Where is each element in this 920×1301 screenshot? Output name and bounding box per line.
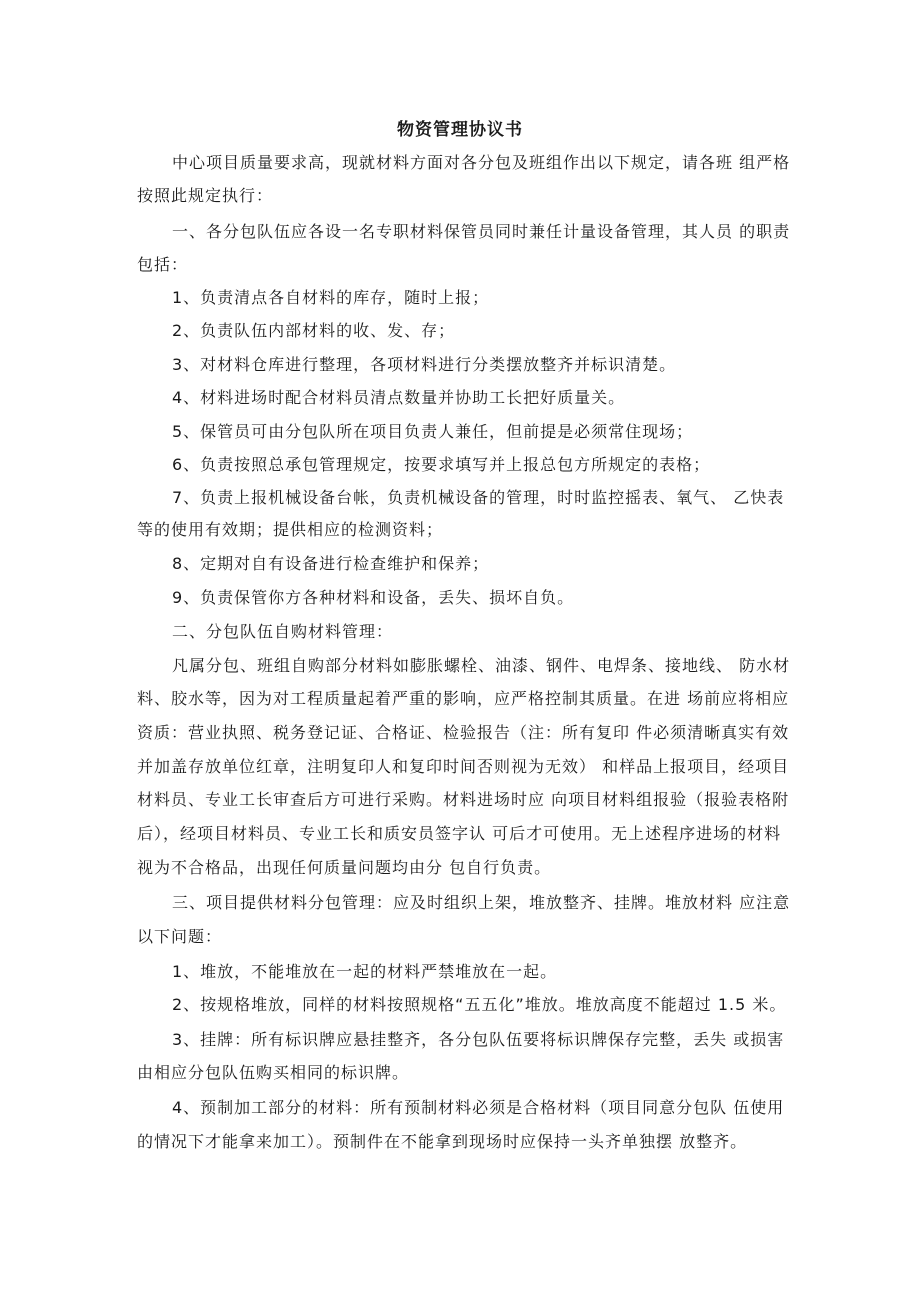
- text-line: 7、负责上报机械设备台帐，负责机械设备的管理，时时监控摇表、氧气、 乙快表: [172, 488, 785, 507]
- text-line: 材料员、专业工长审查后方可进行采购。材料进场时应 向项目材料组报验（报验表格附: [137, 790, 790, 809]
- text-line: 9、负责保管你方各种材料和设备，丢失、损坏自负。: [172, 588, 575, 607]
- text-line: 中心项目质量要求高，现就材料方面对各分包及班组作出以下规定，请各班 组严格: [172, 153, 791, 172]
- text-line: 料、胶水等，因为对工程质量起着严重的影响，应严格控制其质量。在进 场前应将相应: [137, 689, 790, 708]
- text-line: 4、预制加工部分的材料：所有预制材料必须是合格材料（项目同意分包队 伍使用: [172, 1098, 785, 1117]
- text-line: 等的使用有效期；提供相应的检测资料；: [137, 520, 444, 539]
- text-line: 3、对材料仓库进行整理，各项材料进行分类摆放整齐并标识清楚。: [172, 355, 677, 374]
- text-line: 按照此规定执行：: [137, 186, 274, 205]
- text-line: 视为不合格品，出现任何质量问题均由分 包自行负责。: [137, 858, 552, 877]
- section-heading: 二、分包队伍自购材料管理：: [172, 622, 394, 641]
- text-line: 一、各分包队伍应各设一名专职材料保管员同时兼任计量设备管理，其人员 的职责: [172, 222, 791, 241]
- text-line: 以下问题：: [137, 927, 223, 946]
- text-line: 资质：营业执照、税务登记证、合格证、检验报告（注：所有复印 件必须清晰真实有效: [137, 723, 790, 742]
- text-line: 5、保管员可由分包队所在项目负责人兼任，但前提是必须常住现场；: [172, 422, 694, 441]
- text-line: 8、定期对自有设备进行检查维护和保养；: [172, 554, 490, 573]
- text-line: 1、负责清点各自材料的库存，随时上报；: [172, 288, 490, 307]
- text-line: 凡属分包、班组自购部分材料如膨胀螺栓、油漆、钢件、电焊条、接地线、 防水材: [172, 656, 791, 675]
- text-line: 并加盖存放单位红章，注明复印人和复印时间否则视为无效） 和样品上报项目，经项目: [137, 757, 790, 776]
- text-line: 的情况下才能拿来加工）。预制件在不能拿到现场时应保持一头齐单独摆 放整齐。: [137, 1132, 748, 1151]
- text-line: 三、项目提供材料分包管理：应及时组织上架，堆放整齐、挂牌。堆放材料 应注意: [172, 893, 791, 912]
- document-title: 物资管理协议书: [397, 120, 523, 140]
- text-line: 2、按规格堆放，同样的材料按照规格“五五化”堆放。堆放高度不能超过 1.5 米。: [172, 995, 787, 1014]
- text-line: 后），经项目材料员、专业工长和质安员签字认 可后才可使用。无上述程序进场的材料: [137, 824, 782, 843]
- text-line: 包括：: [137, 255, 189, 274]
- text-line: 1、堆放，不能堆放在一起的材料严禁堆放在一起。: [172, 962, 558, 981]
- text-line: 3、挂牌：所有标识牌应悬挂整齐，各分包队伍要将标识牌保存完整，丢失 或损害: [172, 1030, 785, 1049]
- text-line: 2、负责队伍内部材料的收、发、存；: [172, 321, 456, 340]
- text-line: 由相应分包队伍购买相同的标识牌。: [137, 1063, 410, 1082]
- text-line: 4、材料进场时配合材料员清点数量并协助工长把好质量关。: [172, 388, 626, 407]
- text-line: 6、负责按照总承包管理规定，按要求填写并上报总包方所规定的表格；: [172, 455, 711, 474]
